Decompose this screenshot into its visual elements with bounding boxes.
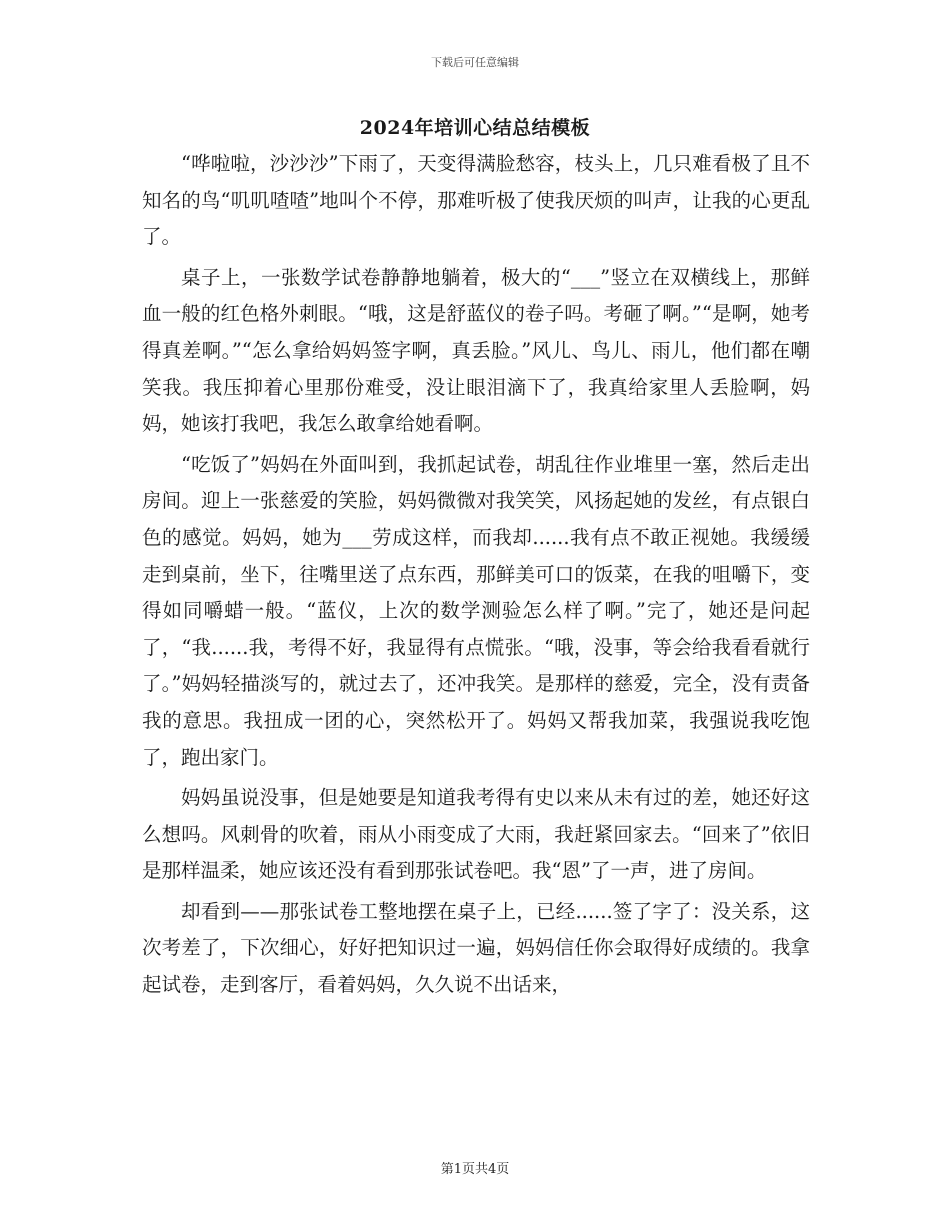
paragraph-1: “哗啦啦，沙沙沙”下雨了，天变得满脸愁容，枝头上，几只难看极了且不知名的鸟“叽叽喳喳”地叫个不停，那难听极了使我厌烦的叫声，让我的心更乱了。 <box>142 152 810 249</box>
page-number: 第1页共4页 <box>440 1162 510 1177</box>
paragraph-3: “吃饭了”妈妈在外面叫到，我抓起试卷，胡乱往作业堆里一塞，然后走出房间。迎上一张慈爱的笑脸，妈妈微微对我笑笑，风扬起她的发丝，有点银白色的感觉。妈妈，她为___劳成这样，而我却......我有点不敢正视她。我缓缓走到桌前，坐下，往嘴里送了点东西，那鲜美可口的饭菜，在我的咀嚼下，变得如同嚼蜡一般。“蓝仪，上次的数学测验怎么样了啊。”完了，她还是问起了，“我......我，考得不好，我显得有点慌张。“哦，没事，等会给我看看就行了。”妈妈轻描淡写的，就过去了，还冲我笑。是那样的慈爱，完全，没有责备我的意思。我扭成一团的心，突然松开了。妈妈又帮我加菜，我强说我吃饱了，跑出家门。 <box>142 452 810 769</box>
document-body <box>142 146 810 1008</box>
paragraph-4: 妈妈虽说没事，但是她要是知道我考得有史以来从未有过的差，她还好这么想吗。风刺骨的吹着，雨从小雨变成了大雨，我赶紧回家去。“回来了”依旧是那样温柔，她应该还没有看到那张试卷吧。我“恩”了一声，进了房间。 <box>142 786 810 883</box>
page-header-note: 下载后可任意编辑 <box>431 56 519 69</box>
paragraph-5: 却看到——那张试卷工整地摆在桌子上，已经......签了字了：没关系，这次考差了，下次细心，好好把知识过一遍，妈妈信任你会取得好成绩的。我拿起试卷，走到客厅，看着妈妈，久久说不出话来， <box>142 899 810 997</box>
document-title: 2024年培训心结总结模板 <box>359 117 591 139</box>
paragraph-2: 桌子上，一张数学试卷静静地躺着，极大的“___”竖立在双横线上，那鲜血一般的红色格外刺眼。“哦，这是舒蓝仪的卷子吗。考砸了啊。”“是啊，她考得真差啊。”“怎么拿给妈妈签字啊，真丢脸。”风儿、鸟儿、雨儿，他们都在嘲笑我。我压抑着心里那份难受，没让眼泪滴下了，我真给家里人丢脸啊，妈妈，她该打我吧，我怎么敢拿给她看啊。 <box>142 265 810 436</box>
